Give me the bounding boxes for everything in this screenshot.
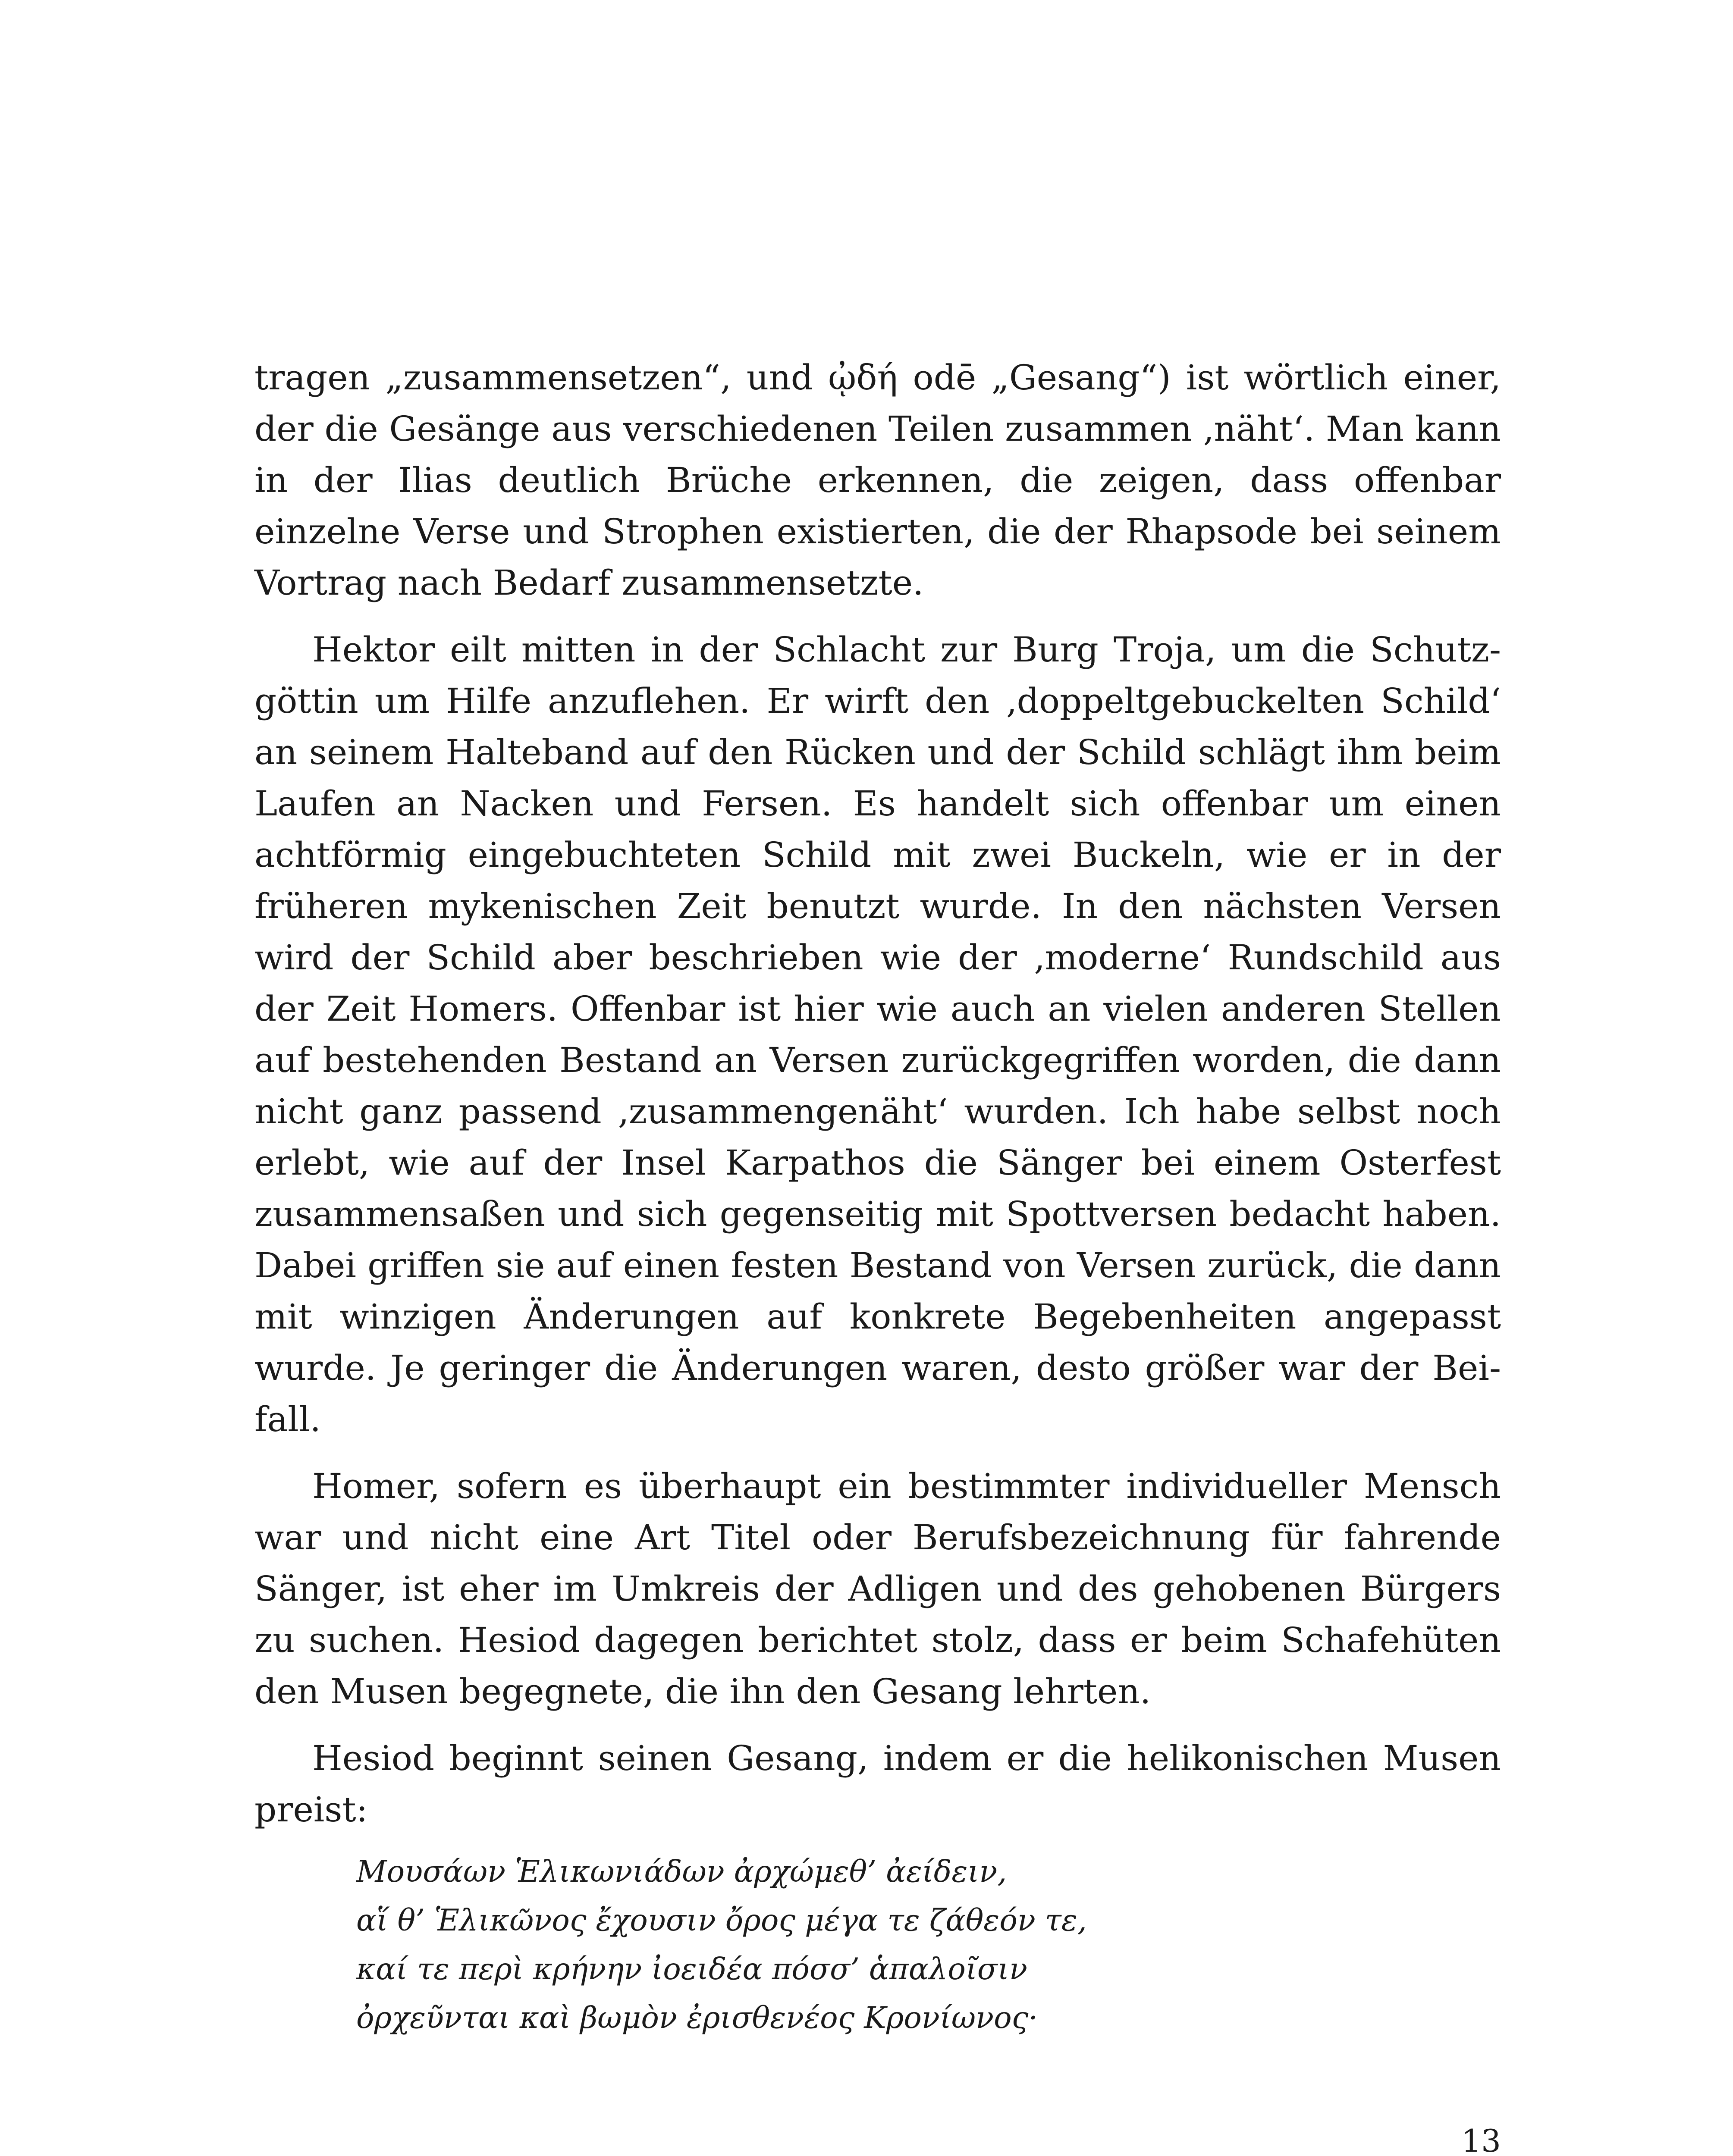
verse-line: καί τε περὶ κρήνην ἰοειδέα πόσσ’ ἁπαλοῖσιν: [356, 1952, 1027, 1987]
body-text: [254, 352, 1501, 1851]
verse-line: Μουσάων Ἑλικωνιάδων ἀρχώμεθ’ ἀείδειν,: [356, 1855, 1007, 1889]
verse-line: ὀρχεῦνται καὶ βωμὸν ἐρισθενέος Κρονίωνος·: [356, 2001, 1038, 2035]
paragraph: Hektor eilt mitten in der Schlacht zur Burg Troja, um die Schutzgöttin um Hilfe anzuflehen. Er wirft den ‚doppeltgebuckelten Schild‘ an seinem Halteband auf den Rücken und der Schild schlägt ihm beim Laufen an Nacken und Fersen. Es handelt sich offenbar um einen achtförmig eingebuchteten Schild mit zwei Buckeln, wie er in der früheren mykenischen Zeit benutzt wurde. In den nächsten Versen wird der Schild aber beschrieben wie der ‚moderne‘ Rundschild aus der Zeit Homers. Offenbar ist hier wie auch an vielen anderen Stellen auf bestehenden Bestand an Versen zurückgegriffen worden, die dann nicht ganz passend ‚zusammengenäht‘ wurden. Ich habe selbst noch erlebt, wie auf der Insel Karpathos die Sänger bei einem Osterfest zusammensaßen und sich gegenseitig mit Spottversen bedacht haben. Dabei griffen sie auf einen festen Bestand von Versen zurück, die dann mit winzigen Änderungen auf konkrete Begebenheiten angepasst wurde. Je geringer die Änderungen waren, desto größer war der Beifall.: [254, 630, 1501, 1439]
paragraph: tragen „zusammensetzen“, und ᾠδή odē „Gesang“) ist wörtlich einer, der die Gesänge aus verschiedenen Teilen zusammen ‚näht‘. Man kann in der Ilias deutlich Brüche erkennen, die zeigen, dass offenbar einzelne Verse und Strophen existierten, die der Rhapsode bei seinem Vortrag nach Bedarf zusammensetzte.: [254, 357, 1501, 603]
verse-line: αἵ θ’ Ἑλικῶνος ἔχουσιν ὄρος μέγα τε ζάθεόν τε,: [356, 1903, 1087, 1938]
greek-verse-quote: [356, 1848, 1478, 2043]
paragraph: Homer, sofern es überhaupt ein bestimmter individueller Mensch war und nicht eine Art Titel oder Berufsbezeichnung für fahrende Sänger, ist eher im Umkreis der Adligen und des gehobenen Bürgers zu suchen. Hesiod dagegen berichtet stolz, dass er beim Schafehüten den Musen begegnete, die ihn den Gesang lehrten.: [254, 1466, 1501, 1711]
paragraph: Hesiod beginnt seinen Gesang, indem er die helikonischen Musen preist:: [254, 1738, 1501, 1830]
page-number: 13: [1461, 2123, 1501, 2156]
